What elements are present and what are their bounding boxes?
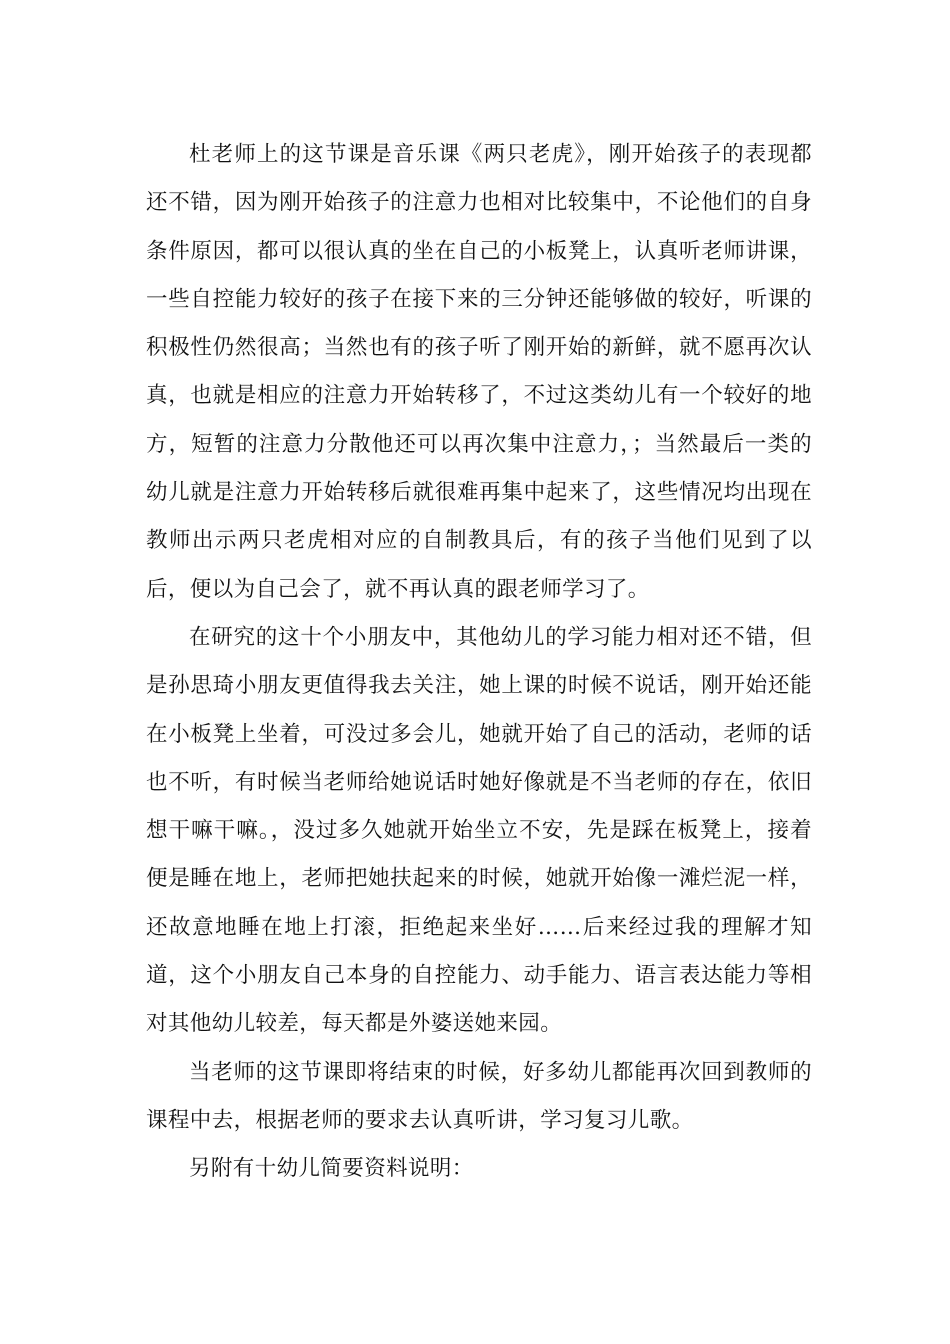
paragraph-lesson-end: 当老师的这节课即将结束的时候，好多幼儿都能再次回到教师的课程中去，根据老师的要求去认真听讲，学习复习儿歌。 xyxy=(146,1059,812,1133)
paragraph-appendix-note: 另附有十幼儿简要资料说明： xyxy=(189,1156,474,1182)
document-body xyxy=(146,131,812,1194)
paragraph-lesson-observation: 杜老师上的这节课是音乐课《两只老虎》，刚开始孩子的表现都还不错，因为刚开始孩子的注意力也相对比较集中，不论他们的自身条件原因，都可以很认真的坐在自己的小板凳上，认真听老师讲课，一些自控能力较好的孩子在接下来的三分钟还能够做的较好，听课的积极性仍然很高；当然也有的孩子听了刚开始的新鲜，就不愿再次认真，也就是相应的注意力开始转移了，不过这类幼儿有一个较好的地方，短暂的注意力分散他还可以再次集中注意力，；当然最后一类的幼儿就是注意力开始转移后就很难再集中起来了，这些情况均出现在教师出示两只老虎相对应的自制教具后，有的孩子当他们见到了以后，便以为自己会了，就不再认真的跟老师学习了。 xyxy=(146,142,812,602)
paragraph-child-focus: 在研究的这十个小朋友中，其他幼儿的学习能力相对还不错，但是孙思琦小朋友更值得我去关注，她上课的时候不说话，刚开始还能在小板凳上坐着，可没过多会儿，她就开始了自己的活动，老师的话也不听，有时候当老师给她说话时她好像就是不当老师的存在，依旧想干嘛干嘛。，没过多久她就开始坐立不安，先是踩在板凳上，接着便是睡在地上，老师把她扶起来的时候，她就开始像一滩烂泥一样，还故意地睡在地上打滚，拒绝起来坐好……后来经过我的理解才知道，这个小朋友自己本身的自控能力、动手能力、语言表达能力等相对其他幼儿较差，每天都是外婆送她来园。 xyxy=(146,624,812,1037)
